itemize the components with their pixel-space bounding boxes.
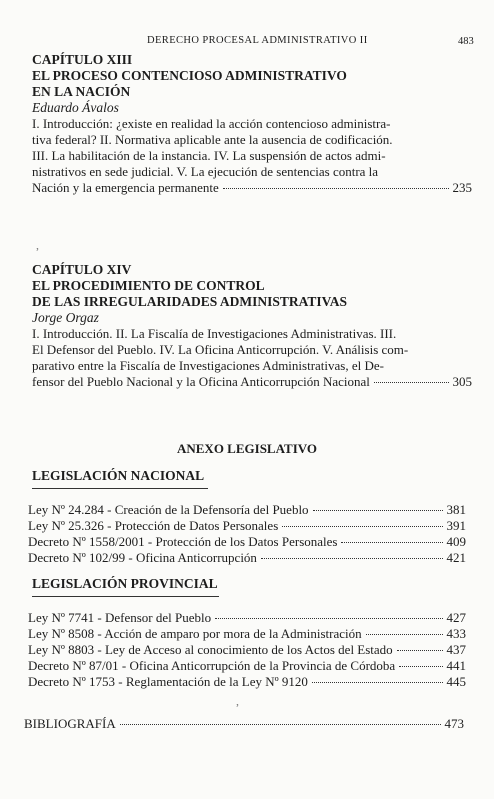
list-item <box>28 534 466 550</box>
chapter-13-title-line-1: EL PROCESO CONTENCIOSO ADMINISTRATIVO <box>32 68 347 83</box>
chapter-13-summary-line: I. Introducción: ¿existe en realidad la acción contencioso administra- <box>32 116 391 131</box>
dot-leader <box>366 634 443 635</box>
chapter-13-entry <box>32 52 472 196</box>
list-item-text: Decreto Nº 87/01 - Oficina Anticorrupción de la Provincia de Córdoba <box>28 658 396 673</box>
chapter-13-label: CAPÍTULO XIII <box>32 52 133 67</box>
chapter-14-summary-line: fensor del Pueblo Nacional y la Oficina Anticorrupción Nacional <box>32 374 370 389</box>
list-item <box>28 550 466 566</box>
dot-leader <box>397 650 443 651</box>
chapter-14-title-line-1: EL PROCEDIMIENTO DE CONTROL <box>32 278 265 293</box>
dot-leader <box>374 382 449 383</box>
bibliography-label: BIBLIOGRAFÍA <box>24 716 116 731</box>
list-item-text: Decreto Nº 1753 - Reglamentación de la Ley Nº 9120 <box>28 674 308 689</box>
section-heading-provincial: LEGISLACIÓN PROVINCIAL <box>32 576 218 591</box>
dot-leader <box>312 682 443 683</box>
chapter-13-summary-line: nistrativos en sede judicial. V. La ejecución de sentencias contra la <box>32 164 379 179</box>
list-item-text: Ley Nº 7741 - Defensor del Pueblo <box>28 610 212 625</box>
stray-mark: , <box>36 238 39 252</box>
list-item <box>28 642 466 658</box>
list-item-page: 391 <box>446 518 466 533</box>
chapter-14-page: 305 <box>452 374 472 389</box>
list-item-text: Ley Nº 8803 - Ley de Acceso al conocimiento de los Actos del Estado <box>28 642 393 657</box>
dot-leader <box>261 558 443 559</box>
legislacion-nacional-list <box>28 502 466 566</box>
bibliography-page: 473 <box>444 716 464 731</box>
running-header: DERECHO PROCESAL ADMINISTRATIVO II <box>147 35 368 46</box>
chapter-14-summary-line: El Defensor del Pueblo. IV. La Oficina Anticorrupción. V. Análisis com- <box>32 342 409 357</box>
dot-leader <box>313 510 443 511</box>
list-item-page: 433 <box>446 626 466 641</box>
chapter-13-author: Eduardo Ávalos <box>32 100 119 115</box>
chapter-14-author: Jorge Orgaz <box>32 310 99 325</box>
chapter-14-title-line-2: DE LAS IRREGULARIDADES ADMINISTRATIVAS <box>32 294 347 309</box>
chapter-14-last-line <box>32 374 472 390</box>
list-item-text: Ley Nº 25.326 - Protección de Datos Personales <box>28 518 279 533</box>
dot-leader <box>223 188 449 189</box>
list-item-text: Ley Nº 8508 - Acción de amparo por mora de la Administración <box>28 626 362 641</box>
legislacion-provincial-list <box>28 610 466 690</box>
list-item <box>28 658 466 674</box>
list-item <box>28 674 466 690</box>
chapter-13-summary-line: III. La habilitación de la instancia. IV. La suspensión de actos admi- <box>32 148 386 163</box>
chapter-14-summary <box>32 326 472 390</box>
list-item-page: 437 <box>446 642 466 657</box>
chapter-13-page: 235 <box>452 180 472 195</box>
page-number: 483 <box>458 36 474 47</box>
list-item-page: 381 <box>446 502 466 517</box>
list-item <box>28 610 466 626</box>
list-item-page: 421 <box>446 550 466 565</box>
stray-mark: , <box>236 694 239 708</box>
chapter-13-summary-line: tiva federal? II. Normativa aplicable ante la ausencia de codificación. <box>32 132 393 147</box>
section-underline <box>32 488 208 489</box>
dot-leader <box>399 666 442 667</box>
list-item <box>28 626 466 642</box>
list-item-page: 445 <box>446 674 466 689</box>
dot-leader <box>341 542 442 543</box>
list-item-text: Ley Nº 24.284 - Creación de la Defensoría del Pueblo <box>28 502 309 517</box>
list-item-page: 409 <box>446 534 466 549</box>
bibliography-entry <box>24 716 464 732</box>
dot-leader <box>120 724 441 725</box>
list-item-text: Decreto Nº 102/99 - Oficina Anticorrupción <box>28 550 257 565</box>
chapter-13-summary-line: Nación y la emergencia permanente <box>32 180 219 195</box>
dot-leader <box>215 618 442 619</box>
chapter-14-label: CAPÍTULO XIV <box>32 262 132 277</box>
chapter-13-last-line <box>32 180 472 196</box>
chapter-13-title-line-2: EN LA NACIÓN <box>32 84 131 99</box>
list-item-text: Decreto Nº 1558/2001 - Protección de los Datos Personales <box>28 534 338 549</box>
list-item-page: 427 <box>446 610 466 625</box>
section-underline <box>32 596 219 597</box>
list-item-page: 441 <box>446 658 466 673</box>
chapter-14-entry <box>32 262 472 390</box>
chapter-14-summary-line: parativo entre la Fiscalía de Investigaciones Administrativas, el De- <box>32 358 384 373</box>
list-item <box>28 518 466 534</box>
chapter-14-summary-line: I. Introducción. II. La Fiscalía de Investigaciones Administrativas. III. <box>32 326 397 341</box>
chapter-13-summary <box>32 116 472 196</box>
dot-leader <box>282 526 442 527</box>
annex-title: ANEXO LEGISLATIVO <box>176 441 317 456</box>
list-item <box>28 502 466 518</box>
section-heading-nacional: LEGISLACIÓN NACIONAL <box>32 468 205 483</box>
